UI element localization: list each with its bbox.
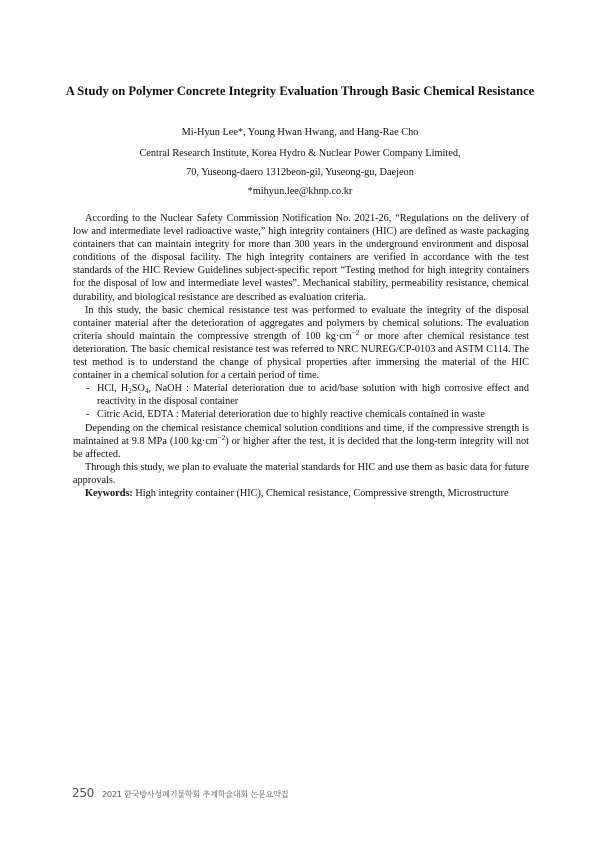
unit-exponent: −2 — [217, 433, 226, 442]
keywords-line — [73, 487, 529, 500]
bullet-1-text-a: HCl, H — [97, 383, 129, 395]
subscript-2: 2 — [128, 387, 132, 396]
paper-title: A Study on Polymer Concrete Integrity Evaluation Through Basic Chemical Resistance — [65, 84, 535, 98]
subscript-4: 4 — [144, 387, 149, 396]
page-footer — [72, 786, 288, 802]
unit-exponent: −2 — [351, 328, 360, 337]
abstract-paragraph-2 — [73, 304, 529, 383]
abstract-paragraph-3 — [73, 422, 529, 461]
paragraph-2-text-a: In this study, the basic chemical resistance test was performed to evaluate the integrity of the disposal container material after the deterioration of aggregates and polymers by chemical solutions. The evaluation criteria should maintain the compressive strength of 100 kg·cm — [73, 304, 529, 342]
keywords-text: High integrity container (HIC), Chemical resistance, Compressive strength, Microstructure — [132, 487, 509, 499]
bullet-dash: - — [86, 383, 90, 395]
author-list: Mi-Hyun Lee*, Young Hwan Hwang, and Hang-Rae Cho — [181, 127, 419, 138]
affiliation-line-1: Central Research Institute, Korea Hydro & Nuclear Power Company Limited, — [139, 148, 461, 159]
paragraph-2-text-b: or more after chemical resistance test deterioration. The basic chemical resistance test was referred to NRC NUREG/CP-0103 and ASTM C114. The test method is to understand the change of physical properties after immersing the material of the HIC container in a chemical solution for a certain period of time. — [73, 330, 529, 382]
abstract-paragraph-1: According to the Nuclear Safety Commission Notification No. 2021-26, “Regulations on the delivery of low and intermediate level radioactive waste,” high integrity containers (HIC) are defined as waste packaging containers that can maintain integrity for more than 300 years in the underground environment and disposal conditions of the disposal facility. The high integrity containers are verified in accordance with the test standards of the HIC Review Guidelines subject-specific report “Testing method for high integrity containers for the disposal of low and intermediate level wastes”. Mechanical stability, permeability resistance, chemical durability, and biological resistance are described as evaluation criteria. — [73, 213, 529, 303]
bullet-1-text-b: SO — [131, 383, 145, 395]
page-number: 250 — [72, 786, 95, 800]
abstract-body — [73, 212, 529, 500]
bullet-item-chemicals — [73, 408, 529, 421]
bullet-1-text-c: , NaOH : Material deterioration due to acid/base solution with high corrosive effect and reactivity in the disposal container — [97, 383, 529, 408]
corresponding-email: *mihyun.lee@khnp.co.kr — [247, 186, 353, 197]
bullet-2-text: Citric Acid, EDTA : Material deterioration due to highly reactive chemicals contained in waste — [97, 409, 485, 421]
keywords-label: Keywords: — [85, 487, 133, 499]
abstract-paragraph-4: Through this study, we plan to evaluate the material standards for HIC and use them as basic data for future approvals. — [73, 461, 529, 486]
paragraph-3-text-a: Depending on the chemical resistance chemical solution conditions and time, if the compressive strength is maintained at 9.8 MPa (100 kg·cm — [73, 422, 529, 447]
paragraph-3-text-b: ) or higher after the test, it is decided that the long-term integrity will not be affected. — [73, 435, 530, 460]
bullet-dash: - — [86, 409, 90, 421]
affiliation-line-2: 70, Yuseong-daero 1312beon-gil, Yuseong-gu, Daejeon — [186, 167, 414, 178]
bullet-item-acid-base — [73, 382, 529, 408]
proceedings-title: 2021 한국방사성폐기물학회 추계학술대회 논문요약집 — [102, 789, 289, 799]
